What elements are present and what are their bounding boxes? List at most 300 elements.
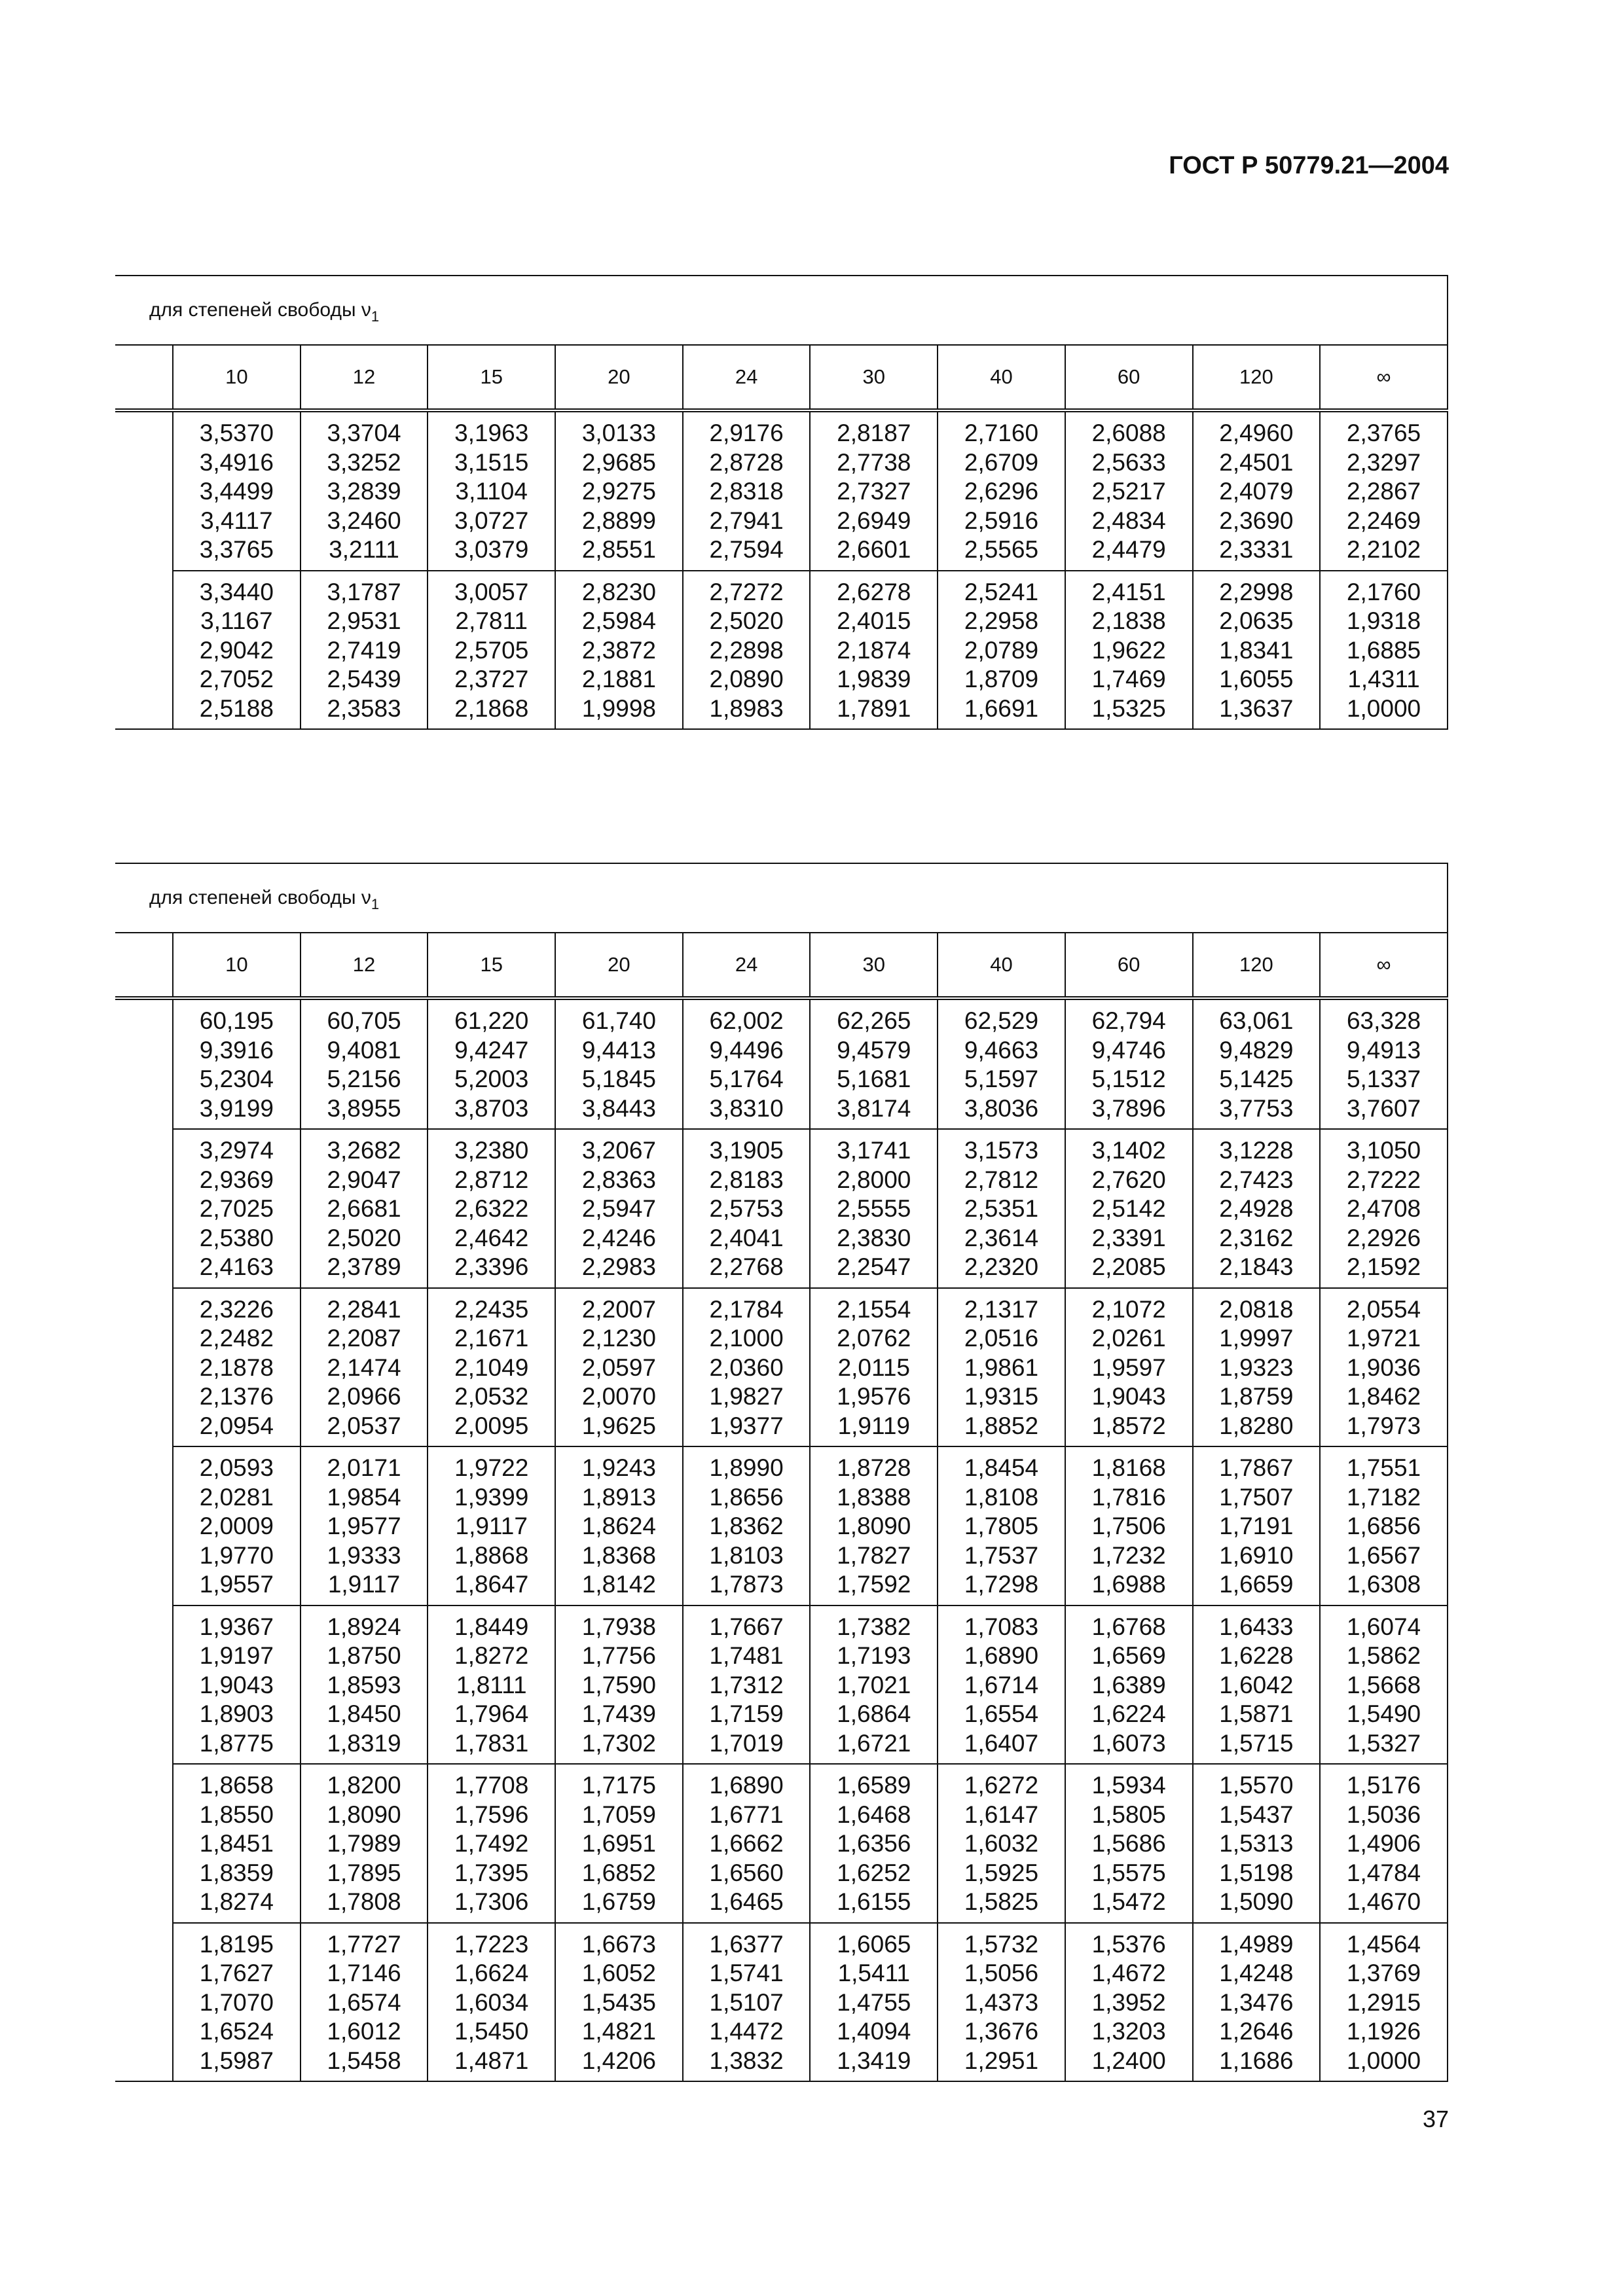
cell-value: 1,9861 xyxy=(964,1354,1039,1381)
cell-value: 2,2958 xyxy=(964,607,1039,634)
table-cell xyxy=(683,1288,811,1447)
cell-value: 1,8368 xyxy=(581,1541,656,1569)
table-cell xyxy=(301,1129,428,1288)
cell-value: 1,5313 xyxy=(1219,1830,1294,1857)
cell-value: 2,7025 xyxy=(199,1195,274,1222)
cell-value: 1,6524 xyxy=(199,2018,274,2045)
cell-value: 1,9043 xyxy=(199,1671,274,1698)
cell-value: 1,7708 xyxy=(454,1772,529,1799)
cell-value: 1,3676 xyxy=(964,2018,1039,2045)
table-cell xyxy=(1193,571,1321,730)
table-cell xyxy=(428,410,555,571)
cell-value: 1,9197 xyxy=(199,1642,274,1669)
cell-value: 63,061 xyxy=(1219,1007,1294,1034)
cell-value: 2,8183 xyxy=(709,1166,784,1193)
cell-value: 2,6296 xyxy=(964,478,1039,505)
cell-value: 1,2400 xyxy=(1091,2047,1166,2074)
cell-value: 1,9622 xyxy=(1091,636,1166,664)
cell-value: 2,9685 xyxy=(581,448,656,476)
cell-value: 2,4163 xyxy=(199,1253,274,1280)
cell-value: 2,3614 xyxy=(964,1224,1039,1251)
cell-value: 1,5176 xyxy=(1346,1772,1421,1799)
table-cell xyxy=(938,1764,1065,1923)
cell-value: 1,6308 xyxy=(1346,1571,1421,1598)
cell-value: 1,4472 xyxy=(709,2018,784,2045)
table-row-group xyxy=(115,1288,1448,1447)
cell-value: 3,8443 xyxy=(581,1094,656,1122)
cell-value: 3,2839 xyxy=(327,478,401,505)
cell-value: 3,8955 xyxy=(327,1094,401,1122)
table-cell xyxy=(428,1129,555,1288)
cell-value: 1,4094 xyxy=(837,2018,911,2045)
cell-value: 1,8272 xyxy=(454,1642,529,1669)
cell-value: 2,2841 xyxy=(327,1295,401,1323)
table-cell xyxy=(810,1129,938,1288)
table-cell xyxy=(1193,1129,1321,1288)
cell-value: 1,9243 xyxy=(581,1454,656,1481)
table-cell xyxy=(810,1923,938,2082)
cell-value: 1,8168 xyxy=(1091,1454,1166,1481)
table-cell xyxy=(1193,1288,1321,1447)
table-cell xyxy=(428,1446,555,1605)
cell-value: 1,7867 xyxy=(1219,1454,1294,1481)
cell-value: 2,0593 xyxy=(199,1454,274,1481)
table-cell xyxy=(683,1446,811,1605)
table-cell xyxy=(938,1605,1065,1765)
cell-value: 3,7896 xyxy=(1091,1094,1166,1122)
cell-value: 3,1228 xyxy=(1219,1137,1294,1164)
table-title-text: для степеней свободы ν xyxy=(149,887,371,908)
table-row-group xyxy=(115,1129,1448,1288)
cell-value: 1,7805 xyxy=(964,1513,1039,1539)
cell-value: 1,8759 xyxy=(1219,1383,1294,1410)
cell-value: 1,5934 xyxy=(1091,1772,1166,1799)
cell-value: 63,328 xyxy=(1346,1007,1421,1034)
cell-value: 2,4960 xyxy=(1219,420,1294,446)
cell-value: 2,9042 xyxy=(199,636,274,664)
cell-value: 2,4079 xyxy=(1219,478,1294,505)
cell-value: 2,0537 xyxy=(327,1412,401,1439)
cell-value: 2,7272 xyxy=(709,578,784,605)
cell-value: 1,7223 xyxy=(454,1930,529,1958)
cell-value: 1,6567 xyxy=(1346,1541,1421,1569)
cell-value: 2,3396 xyxy=(454,1253,529,1280)
cell-value: 1,9318 xyxy=(1346,607,1421,634)
cell-value: 2,8712 xyxy=(454,1166,529,1193)
cell-value: 1,9827 xyxy=(709,1383,784,1410)
cell-value: 3,2111 xyxy=(329,536,399,563)
cell-value: 5,1845 xyxy=(581,1066,656,1092)
table-cell xyxy=(683,1923,811,2082)
cell-value: 1,8593 xyxy=(327,1671,401,1698)
cell-value: 1,7808 xyxy=(327,1888,401,1915)
table-cell xyxy=(555,1288,683,1447)
cell-value: 2,4708 xyxy=(1346,1195,1421,1222)
cell-value: 2,5555 xyxy=(837,1195,911,1222)
cell-value: 2,0516 xyxy=(964,1325,1039,1352)
cell-value: 1,3637 xyxy=(1219,694,1294,722)
cell-value: 1,7175 xyxy=(581,1772,656,1799)
cell-value: 9,4913 xyxy=(1346,1036,1421,1064)
cell-value: 1,7059 xyxy=(581,1801,656,1828)
cell-value: 1,6673 xyxy=(581,1930,656,1958)
cell-value: 1,4672 xyxy=(1091,1960,1166,1986)
cell-value: 1,8280 xyxy=(1219,1412,1294,1439)
table-cell xyxy=(1320,571,1448,730)
cell-value: 2,7811 xyxy=(455,607,528,634)
row-label-header xyxy=(115,933,173,998)
cell-value: 1,6659 xyxy=(1219,1571,1294,1598)
table-cell xyxy=(683,571,811,730)
table-cell xyxy=(555,1923,683,2082)
table-title-subscript: 1 xyxy=(371,896,380,912)
cell-value: 5,2003 xyxy=(454,1066,529,1092)
cell-value: 2,5439 xyxy=(327,666,401,692)
cell-value: 61,220 xyxy=(454,1007,529,1034)
cell-value: 2,5188 xyxy=(199,694,274,722)
cell-value: 3,3704 xyxy=(327,420,401,446)
cell-value: 1,7973 xyxy=(1346,1412,1421,1439)
cell-value: 1,4373 xyxy=(964,1988,1039,2016)
cell-value: 2,5753 xyxy=(709,1195,784,1222)
cell-value: 1,5107 xyxy=(709,1988,784,2016)
row-label-cell xyxy=(115,1288,173,1447)
table-cell xyxy=(1193,1605,1321,1765)
cell-value: 1,1686 xyxy=(1219,2047,1294,2074)
cell-value: 1,9117 xyxy=(455,1513,528,1539)
cell-value: 1,9577 xyxy=(327,1513,401,1539)
cell-value: 1,6433 xyxy=(1219,1613,1294,1640)
cell-value: 5,2304 xyxy=(199,1066,274,1092)
table-title xyxy=(115,276,1448,345)
cell-value: 2,2547 xyxy=(837,1253,911,1280)
cell-value: 1,6864 xyxy=(837,1700,911,1727)
cell-value: 1,9625 xyxy=(581,1412,656,1439)
column-header: 30 xyxy=(810,345,938,410)
table-cell xyxy=(683,1129,811,1288)
cell-value: 1,4784 xyxy=(1346,1859,1421,1886)
cell-value: 1,7989 xyxy=(327,1830,401,1857)
cell-value: 1,7667 xyxy=(709,1613,784,1640)
cell-value: 1,8362 xyxy=(709,1513,784,1539)
column-header: ∞ xyxy=(1320,933,1448,998)
cell-value: 1,7590 xyxy=(581,1671,656,1698)
cell-value: 1,6147 xyxy=(964,1801,1039,1828)
cell-value: 5,1512 xyxy=(1091,1066,1166,1092)
cell-value: 1,9839 xyxy=(837,666,911,692)
cell-value: 1,7232 xyxy=(1091,1541,1166,1569)
cell-value: 5,1597 xyxy=(964,1066,1039,1092)
cell-value: 1,7551 xyxy=(1346,1454,1421,1481)
cell-value: 2,5565 xyxy=(964,536,1039,563)
cell-value: 1,8647 xyxy=(454,1571,529,1598)
table-cell xyxy=(683,410,811,571)
cell-value: 1,6662 xyxy=(709,1830,784,1857)
cell-value: 2,3765 xyxy=(1346,420,1421,446)
cell-value: 1,5575 xyxy=(1091,1859,1166,1886)
cell-value: 2,1838 xyxy=(1091,607,1166,634)
cell-value: 2,0890 xyxy=(709,666,784,692)
cell-value: 62,265 xyxy=(837,1007,911,1034)
cell-value: 1,6407 xyxy=(964,1729,1039,1757)
cell-value: 2,5217 xyxy=(1091,478,1166,505)
table-cell xyxy=(938,571,1065,730)
cell-value: 1,6852 xyxy=(581,1859,656,1886)
cell-value: 1,8924 xyxy=(327,1613,401,1640)
cell-value: 1,6560 xyxy=(709,1859,784,1886)
cell-value: 1,7021 xyxy=(837,1671,911,1698)
table-cell xyxy=(301,1288,428,1447)
row-label-cell xyxy=(115,1764,173,1923)
cell-value: 2,4479 xyxy=(1091,536,1166,563)
f-distribution-table-lower xyxy=(115,863,1448,2082)
table-title-subscript: 1 xyxy=(371,308,380,325)
cell-value: 9,4081 xyxy=(327,1036,401,1064)
cell-value: 2,7812 xyxy=(964,1166,1039,1193)
cell-value: 2,2469 xyxy=(1346,507,1421,534)
cell-value: 1,3769 xyxy=(1346,1960,1421,1986)
cell-value: 1,7182 xyxy=(1346,1483,1421,1511)
column-header: 24 xyxy=(683,933,811,998)
cell-value: 3,1963 xyxy=(454,420,529,446)
cell-value: 3,4117 xyxy=(200,507,273,534)
table-cell xyxy=(683,1764,811,1923)
cell-value: 3,0379 xyxy=(454,536,529,563)
cell-value: 2,0095 xyxy=(454,1412,529,1439)
cell-value: 1,8195 xyxy=(199,1930,274,1958)
cell-value: 1,8656 xyxy=(709,1483,784,1511)
cell-value: 62,002 xyxy=(709,1007,784,1034)
cell-value: 1,8274 xyxy=(199,1888,274,1915)
cell-value: 1,5741 xyxy=(709,1960,784,1986)
table-cell xyxy=(1065,1446,1193,1605)
cell-value: 1,6890 xyxy=(709,1772,784,1799)
table-cell xyxy=(810,571,938,730)
cell-value: 1,8550 xyxy=(199,1801,274,1828)
cell-value: 1,5732 xyxy=(964,1930,1039,1958)
cell-value: 1,9854 xyxy=(327,1483,401,1511)
cell-value: 2,7941 xyxy=(709,507,784,534)
cell-value: 2,1049 xyxy=(454,1354,529,1381)
cell-value: 1,3476 xyxy=(1219,1988,1294,2016)
cell-value: 1,3832 xyxy=(709,2047,784,2074)
cell-value: 1,7302 xyxy=(581,1729,656,1757)
cell-value: 2,2482 xyxy=(199,1325,274,1352)
cell-value: 1,8775 xyxy=(199,1729,274,1757)
cell-value: 2,3226 xyxy=(199,1295,274,1323)
cell-value: 1,7159 xyxy=(709,1700,784,1727)
cell-value: 1,8090 xyxy=(327,1801,401,1828)
table-cell xyxy=(428,1923,555,2082)
table-cell xyxy=(810,1605,938,1765)
cell-value: 1,6951 xyxy=(581,1830,656,1857)
table-cell xyxy=(683,998,811,1129)
cell-value: 2,9369 xyxy=(199,1166,274,1193)
cell-value: 3,1741 xyxy=(837,1137,911,1164)
cell-value: 2,7222 xyxy=(1346,1166,1421,1193)
cell-value: 3,7607 xyxy=(1346,1094,1421,1122)
table-cell xyxy=(1193,1446,1321,1605)
cell-value: 3,1402 xyxy=(1091,1137,1166,1164)
cell-value: 1,6032 xyxy=(964,1830,1039,1857)
column-header: 40 xyxy=(938,345,1065,410)
table-cell xyxy=(555,998,683,1129)
cell-value: 2,9275 xyxy=(581,478,656,505)
table-row-group xyxy=(115,998,1448,1129)
cell-value: 2,6601 xyxy=(837,536,911,563)
column-header: 15 xyxy=(428,933,555,998)
cell-value: 1,5805 xyxy=(1091,1801,1166,1828)
cell-value: 1,5570 xyxy=(1219,1772,1294,1799)
row-label-cell xyxy=(115,1129,173,1288)
table-cell xyxy=(810,998,938,1129)
cell-value: 2,3162 xyxy=(1219,1224,1294,1251)
cell-value: 62,794 xyxy=(1091,1007,1166,1034)
table-cell xyxy=(428,1605,555,1765)
cell-value: 1,9036 xyxy=(1346,1354,1421,1381)
cell-value: 1,9770 xyxy=(199,1541,274,1569)
cell-value: 1,9722 xyxy=(454,1454,529,1481)
cell-value: 2,2768 xyxy=(709,1253,784,1280)
cell-value: 1,0000 xyxy=(1346,2047,1421,2074)
cell-value: 9,4247 xyxy=(454,1036,529,1064)
cell-value: 1,2951 xyxy=(964,2047,1039,2074)
cell-value: 2,1868 xyxy=(454,694,529,722)
cell-value: 1,9117 xyxy=(327,1571,401,1598)
cell-value: 1,7507 xyxy=(1219,1483,1294,1511)
cell-value: 2,2898 xyxy=(709,636,784,664)
cell-value: 1,5871 xyxy=(1219,1700,1294,1727)
cell-value: 2,5947 xyxy=(581,1195,656,1222)
cell-value: 1,5715 xyxy=(1219,1729,1294,1757)
cell-value: 2,6709 xyxy=(964,448,1039,476)
cell-value: 1,9323 xyxy=(1219,1354,1294,1381)
cell-value: 1,6012 xyxy=(327,2018,401,2045)
column-header: 60 xyxy=(1065,933,1193,998)
table-cell xyxy=(810,410,938,571)
cell-value: 1,7537 xyxy=(964,1541,1039,1569)
table-cell xyxy=(428,1288,555,1447)
table-cell xyxy=(1320,1923,1448,2082)
row-label-header xyxy=(115,345,173,410)
cell-value: 1,6052 xyxy=(581,1960,656,1986)
table-cell xyxy=(1193,1923,1321,2082)
cell-value: 2,2435 xyxy=(454,1295,529,1323)
cell-value: 1,6714 xyxy=(964,1671,1039,1698)
table-cell xyxy=(1320,1129,1448,1288)
cell-value: 1,6589 xyxy=(837,1772,911,1799)
table-cell xyxy=(1320,1764,1448,1923)
cell-value: 3,2460 xyxy=(327,507,401,534)
cell-value: 3,1787 xyxy=(327,578,401,605)
cell-value: 1,4989 xyxy=(1219,1930,1294,1958)
cell-value: 5,1764 xyxy=(709,1066,784,1092)
row-label-cell xyxy=(115,998,173,1129)
cell-value: 1,8319 xyxy=(327,1729,401,1757)
column-header: 40 xyxy=(938,933,1065,998)
cell-value: 1,6554 xyxy=(964,1700,1039,1727)
cell-value: 1,6465 xyxy=(709,1888,784,1915)
page-number: 37 xyxy=(1422,2106,1449,2132)
cell-value: 3,7753 xyxy=(1219,1094,1294,1122)
table-cell xyxy=(428,571,555,730)
cell-value: 2,2867 xyxy=(1346,478,1421,505)
cell-value: 1,5987 xyxy=(199,2047,274,2074)
cell-value: 1,8462 xyxy=(1346,1383,1421,1410)
cell-value: 1,7492 xyxy=(454,1830,529,1857)
cell-value: 2,3331 xyxy=(1219,536,1294,563)
table-cell xyxy=(1065,410,1193,571)
table-row-group xyxy=(115,1923,1448,2082)
cell-value: 2,4501 xyxy=(1219,448,1294,476)
table-cell xyxy=(1065,1605,1193,1765)
cell-value: 2,7423 xyxy=(1219,1166,1294,1193)
table-cell xyxy=(1193,998,1321,1129)
table-cell xyxy=(173,1764,301,1923)
cell-value: 2,1760 xyxy=(1346,578,1421,605)
cell-value: 2,6322 xyxy=(454,1195,529,1222)
cell-value: 3,1905 xyxy=(709,1137,784,1164)
table-cell xyxy=(555,1605,683,1765)
cell-value: 2,1072 xyxy=(1091,1295,1166,1323)
cell-value: 1,7382 xyxy=(837,1613,911,1640)
table-cell xyxy=(173,571,301,730)
cell-value: 1,6468 xyxy=(837,1801,911,1828)
table-cell xyxy=(301,1605,428,1765)
cell-value: 3,2380 xyxy=(454,1137,529,1164)
table-cell xyxy=(810,1446,938,1605)
cell-value: 1,4206 xyxy=(581,2047,656,2074)
cell-value: 1,5458 xyxy=(327,2047,401,2074)
cell-value: 1,2646 xyxy=(1219,2018,1294,2045)
cell-value: 3,0133 xyxy=(581,420,656,446)
cell-value: 1,6155 xyxy=(837,1888,911,1915)
cell-value: 1,6228 xyxy=(1219,1642,1294,1669)
cell-value: 1,7146 xyxy=(327,1960,401,1986)
cell-value: 3,2067 xyxy=(581,1137,656,1164)
row-label-cell xyxy=(115,1923,173,2082)
table-title-text: для степеней свободы ν xyxy=(149,299,371,321)
cell-value: 1,6574 xyxy=(327,1988,401,2016)
table-cell xyxy=(173,1129,301,1288)
table-cell xyxy=(810,1288,938,1447)
cell-value: 2,8363 xyxy=(581,1166,656,1193)
cell-value: 2,8728 xyxy=(709,448,784,476)
cell-value: 1,3952 xyxy=(1091,1988,1166,2016)
cell-value: 9,4413 xyxy=(581,1036,656,1064)
cell-value: 1,5325 xyxy=(1091,694,1166,722)
cell-value: 1,6890 xyxy=(964,1642,1039,1669)
cell-value: 1,6074 xyxy=(1346,1613,1421,1640)
cell-value: 5,1681 xyxy=(837,1066,911,1092)
cell-value: 1,9333 xyxy=(327,1541,401,1569)
cell-value: 2,5020 xyxy=(709,607,784,634)
table-cell xyxy=(1193,1764,1321,1923)
cell-value: 2,6681 xyxy=(327,1195,401,1222)
table-cell xyxy=(555,1129,683,1288)
table-cell xyxy=(938,998,1065,1129)
cell-value: 2,7052 xyxy=(199,666,274,692)
column-header: 24 xyxy=(683,345,811,410)
table-title xyxy=(115,863,1448,933)
cell-value: 2,0115 xyxy=(837,1354,910,1381)
cell-value: 2,1000 xyxy=(709,1325,784,1352)
table-cell xyxy=(1065,1923,1193,2082)
cell-value: 1,8852 xyxy=(964,1412,1039,1439)
table-cell xyxy=(1065,1129,1193,1288)
row-label-cell xyxy=(115,1605,173,1765)
cell-value: 2,7327 xyxy=(837,478,911,505)
